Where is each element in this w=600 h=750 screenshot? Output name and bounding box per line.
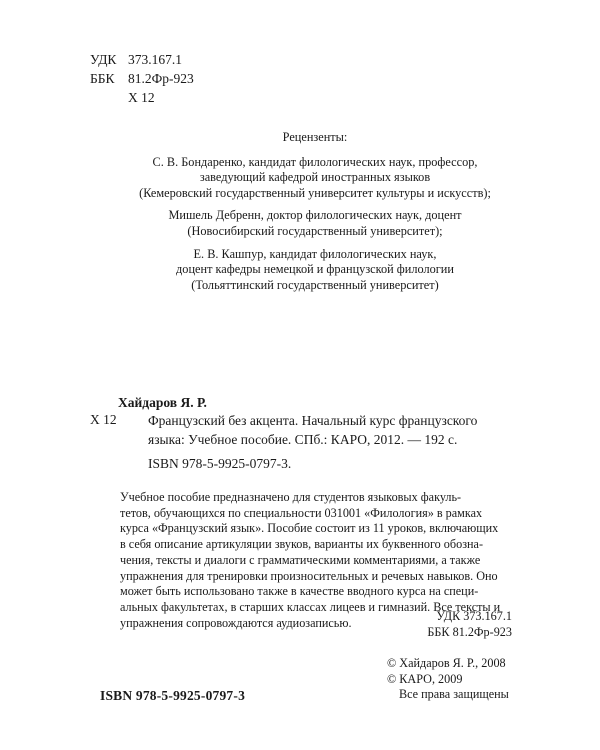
reviewer-2 [130, 208, 500, 239]
reviewer-line: Мишель Дебренн, доктор филологических наук, доцент [168, 208, 462, 223]
author-mark-value: Х 12 [128, 90, 155, 105]
copyright-line: © Хайдаров Я. Р., 2008 [387, 656, 506, 670]
isbn-footer: ISBN 978-5-9925-0797-3 [100, 688, 246, 703]
copyright-line: © КАРО, 2009 [387, 671, 463, 686]
reviewer-line: заведующий кафедрой иностранных языков [199, 170, 431, 185]
classification-bottom [427, 608, 512, 640]
udc-code: УДК 373.167.1 [436, 609, 512, 623]
author-mark-row [90, 88, 194, 107]
bbk-row [90, 69, 194, 88]
reviewers-title: Рецензенты: [282, 130, 348, 144]
rights-reserved: Все права защищены [399, 687, 509, 701]
annotation-line: чения, тексты и диалоги с грамматическими комментариями, а также [120, 552, 481, 567]
description-line: языка: Учебное пособие. СПб.: КАРО, 2012. — 192 с. [148, 431, 458, 447]
reviewer-line: С. В. Бондаренко, кандидат филологических наук, профессор, [152, 154, 478, 169]
author-mark-key [90, 88, 128, 107]
annotation-line: в себя описание артикуляции звуков, варианты их буквенного обозна- [120, 537, 483, 552]
reviewer-line: (Новосибирский государственный университет); [187, 223, 443, 238]
annotation-line: тетов, обучающихся по специальности 031001 «Филология» в рамках [120, 505, 483, 520]
classification-top [90, 50, 194, 107]
reviewer-line: доцент кафедры немецкой и французской филологии [176, 262, 454, 277]
bibliographic-description [148, 412, 510, 449]
reviewers-block [130, 130, 500, 300]
annotation-line: курса «Французский язык». Пособие состоит из 11 уроков, включающих [120, 521, 499, 536]
bbk-code: ББК 81.2Фр-923 [427, 625, 512, 639]
annotation-line: упражнения для тренировки произносительных и речевых навыков. Оно [120, 568, 498, 583]
reviewer-line: (Кемеровский государственный университет культуры и искусств); [139, 185, 491, 200]
udc-value: 373.167.1 [128, 52, 182, 67]
bbk-key: ББК [90, 71, 115, 86]
entry-isbn: ISBN 978-5-9925-0797-3. [148, 456, 292, 471]
description-line: Французский без акцента. Начальный курс французского [148, 413, 478, 428]
reviewer-line: Е. В. Кашпур, кандидат филологических наук, [193, 246, 437, 261]
annotation-line: может быть использовано также в качестве вводного курса на специ- [120, 584, 479, 599]
udc-key: УДК [90, 52, 117, 67]
annotation-line: альных факультетах, в старших классах лицеев и гимназий. Все тексты и [120, 599, 501, 614]
reviewer-3 [130, 247, 500, 294]
bbk-value: 81.2Фр-923 [128, 71, 194, 86]
reviewer-line: (Тольяттинский государственный университет) [191, 277, 439, 292]
udc-row [90, 50, 194, 69]
author-name: Хайдаров Я. Р. [118, 395, 207, 410]
reviewer-1 [130, 155, 500, 202]
author-mark: Х 12 [90, 412, 117, 427]
copyright-block [387, 656, 509, 703]
annotation-line: упражнения сопровождаются аудиозаписью. [120, 615, 352, 630]
annotation-line: Учебное пособие предназначено для студентов языковых факуль- [120, 490, 462, 504]
